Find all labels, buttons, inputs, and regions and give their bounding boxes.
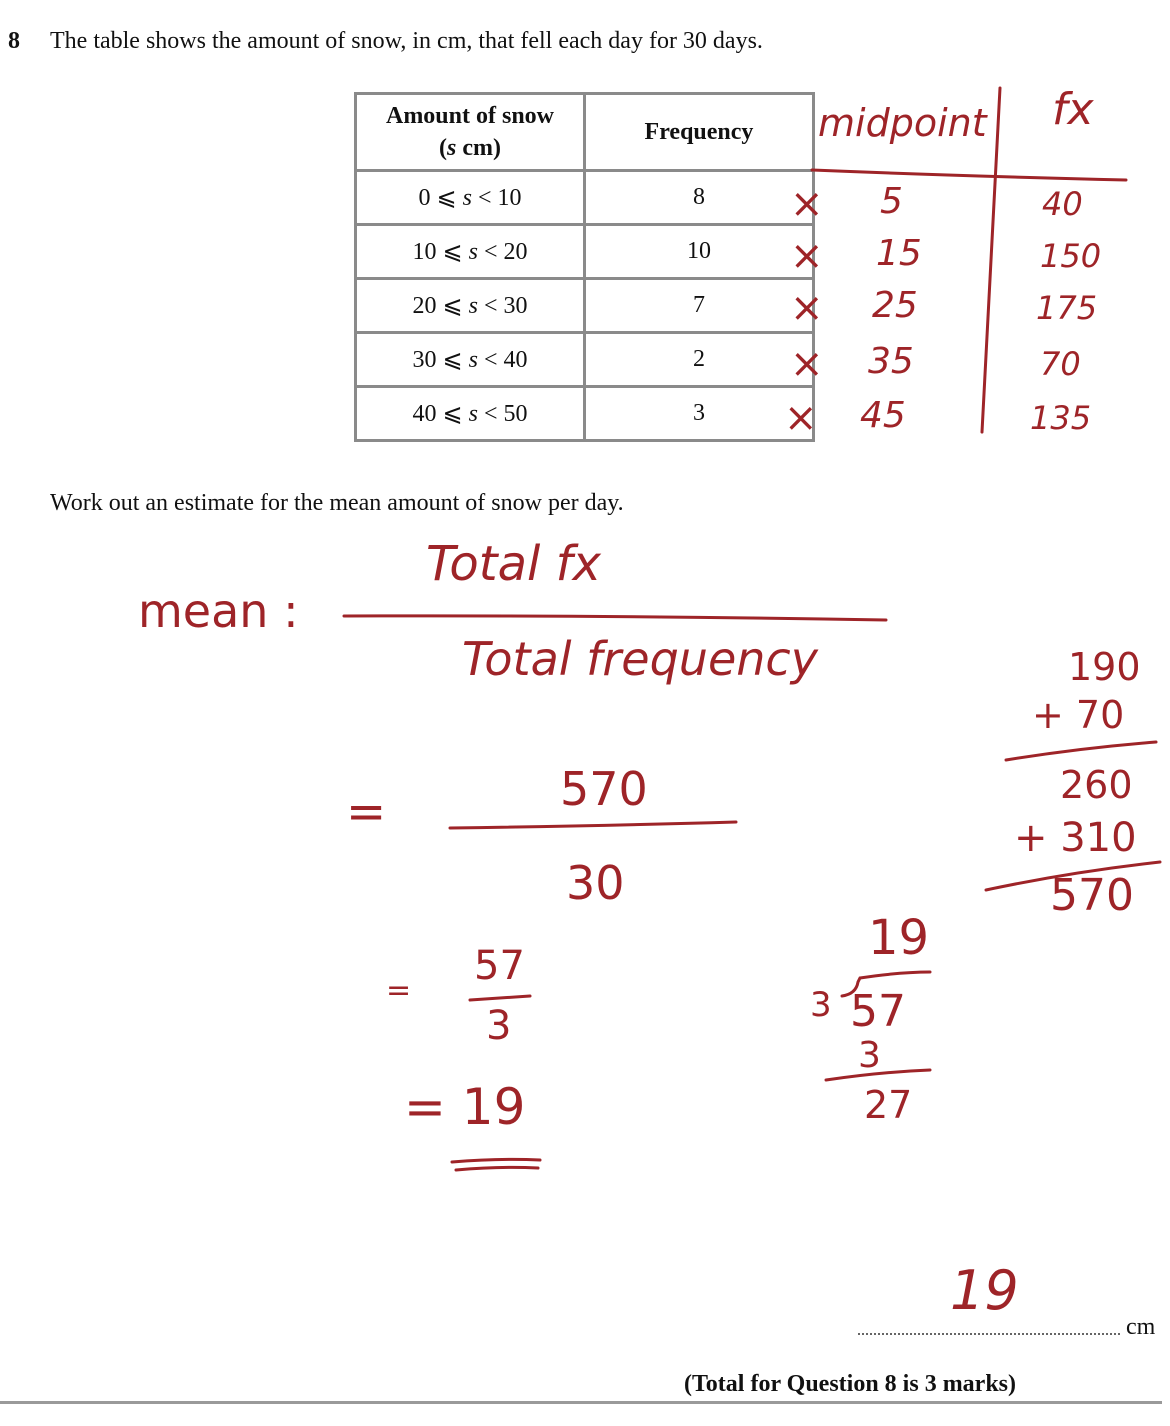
hw-div-sub-line [826,1070,930,1080]
hw-cross-mark: × [790,181,824,227]
hw-add-plus-310: + 310 [1014,815,1137,861]
frequency-cell: 10 [585,225,814,279]
hw-div-bracket [842,972,930,996]
interval-lt: < [477,185,492,211]
interval-var: s [468,347,478,373]
hw-add-190: 190 [1068,645,1141,689]
hw-midpoint-value: 15 [876,233,922,274]
interval-lower: 30 [412,347,437,373]
interval-upper: 20 [503,239,528,265]
hw-add-line-1 [1006,742,1156,760]
interval-var: s [468,293,478,319]
header-unit: cm) [456,135,501,161]
hw-midpoint-value: 5 [880,181,903,222]
interval-lower: 20 [412,293,437,319]
interval-leq: ⩽ [442,239,463,265]
hw-div-remainder: 27 [864,1083,913,1127]
interval-leq: ⩽ [442,347,463,373]
question-number: 8 [8,28,20,54]
hw-frac1-bar [450,822,736,828]
hw-add-line-2 [986,862,1160,890]
hw-fx-divider [982,88,1000,432]
interval-leq: ⩽ [442,293,463,319]
hw-frac1-numerator: 570 [560,762,648,816]
interval-leq: ⩽ [442,401,463,427]
hw-main-fraction-bar [344,616,886,620]
interval-upper: 30 [503,293,528,319]
interval-var: s [462,185,472,211]
interval-lower: 10 [412,239,437,265]
question-text: The table shows the amount of snow, in cm, that fell each day for 30 days. [50,28,763,54]
hw-numerator-total-fx: Total fx [426,536,601,592]
interval-lower: 40 [412,401,437,427]
interval-lt: < [483,347,498,373]
hw-midpoint-value: 25 [872,285,918,326]
hw-midpoint-header: midpoint [818,101,987,145]
hw-div-quotient: 19 [868,910,930,966]
hw-add-260: 260 [1060,763,1133,807]
hw-mean-label: mean : [138,584,299,638]
hw-fx-value: 40 [1042,185,1083,223]
hw-div-subtract: 3 [858,1035,881,1076]
header-amount-line1: Amount of snow [385,103,555,129]
hw-answer-underline-1 [452,1159,540,1162]
question-prompt: Work out an estimate for the mean amount of snow per day. [50,490,624,516]
hw-fx-value: 70 [1040,345,1081,383]
hw-div-divisor: 3 [810,985,832,1025]
header-variable: s [447,135,457,161]
frequency-cell: 8 [585,171,814,225]
hw-header-underline [812,170,1126,180]
interval-lt: < [483,293,498,319]
hw-result-19: = 19 [404,1078,526,1136]
hw-frac2-denominator: 3 [486,1003,512,1049]
header-frequency: Frequency [585,94,814,171]
interval-upper: 40 [503,347,528,373]
hw-div-dividend: 57 [850,986,906,1037]
hw-add-plus-70: + 70 [1032,693,1125,737]
hw-answer-underline-2 [456,1167,538,1170]
frequency-cell: 2 [585,333,814,387]
interval-upper: 50 [503,401,528,427]
frequency-cell: 3 [585,387,814,441]
hw-frac1-denominator: 30 [566,856,625,910]
hw-cross-mark: × [790,233,824,279]
hw-fx-value: 135 [1030,399,1092,437]
interval-var: s [468,401,478,427]
hw-answer: 19 [950,1259,1019,1322]
hw-frac2-bar [470,996,530,1000]
hw-cross-mark: × [790,341,824,387]
total-marks: (Total for Question 8 is 3 marks) [684,1371,1017,1397]
hw-cross-mark: × [790,285,824,331]
interval-lt: < [483,401,498,427]
hw-fx-value: 175 [1036,289,1098,327]
hw-equals-2: = [386,973,412,1008]
interval-leq: ⩽ [436,185,457,211]
hw-midpoint-value: 45 [860,395,906,436]
hw-add-570: 570 [1050,870,1134,921]
interval-var: s [468,239,478,265]
hw-frac2-numerator: 57 [474,943,525,989]
frequency-cell: 7 [585,279,814,333]
hw-fx-header: fx [1052,84,1094,135]
header-open-paren: ( [439,135,447,161]
hw-cross-mark: × [784,395,818,441]
answer-unit: cm [1126,1314,1156,1340]
interval-upper: 10 [497,185,522,211]
hw-denominator-total-frequency: Total frequency [462,632,818,686]
interval-lower: 0 [418,185,431,211]
interval-lt: < [483,239,498,265]
hw-equals-1: = [346,784,387,840]
hw-midpoint-value: 35 [868,341,914,382]
hw-fx-value: 150 [1040,237,1102,275]
